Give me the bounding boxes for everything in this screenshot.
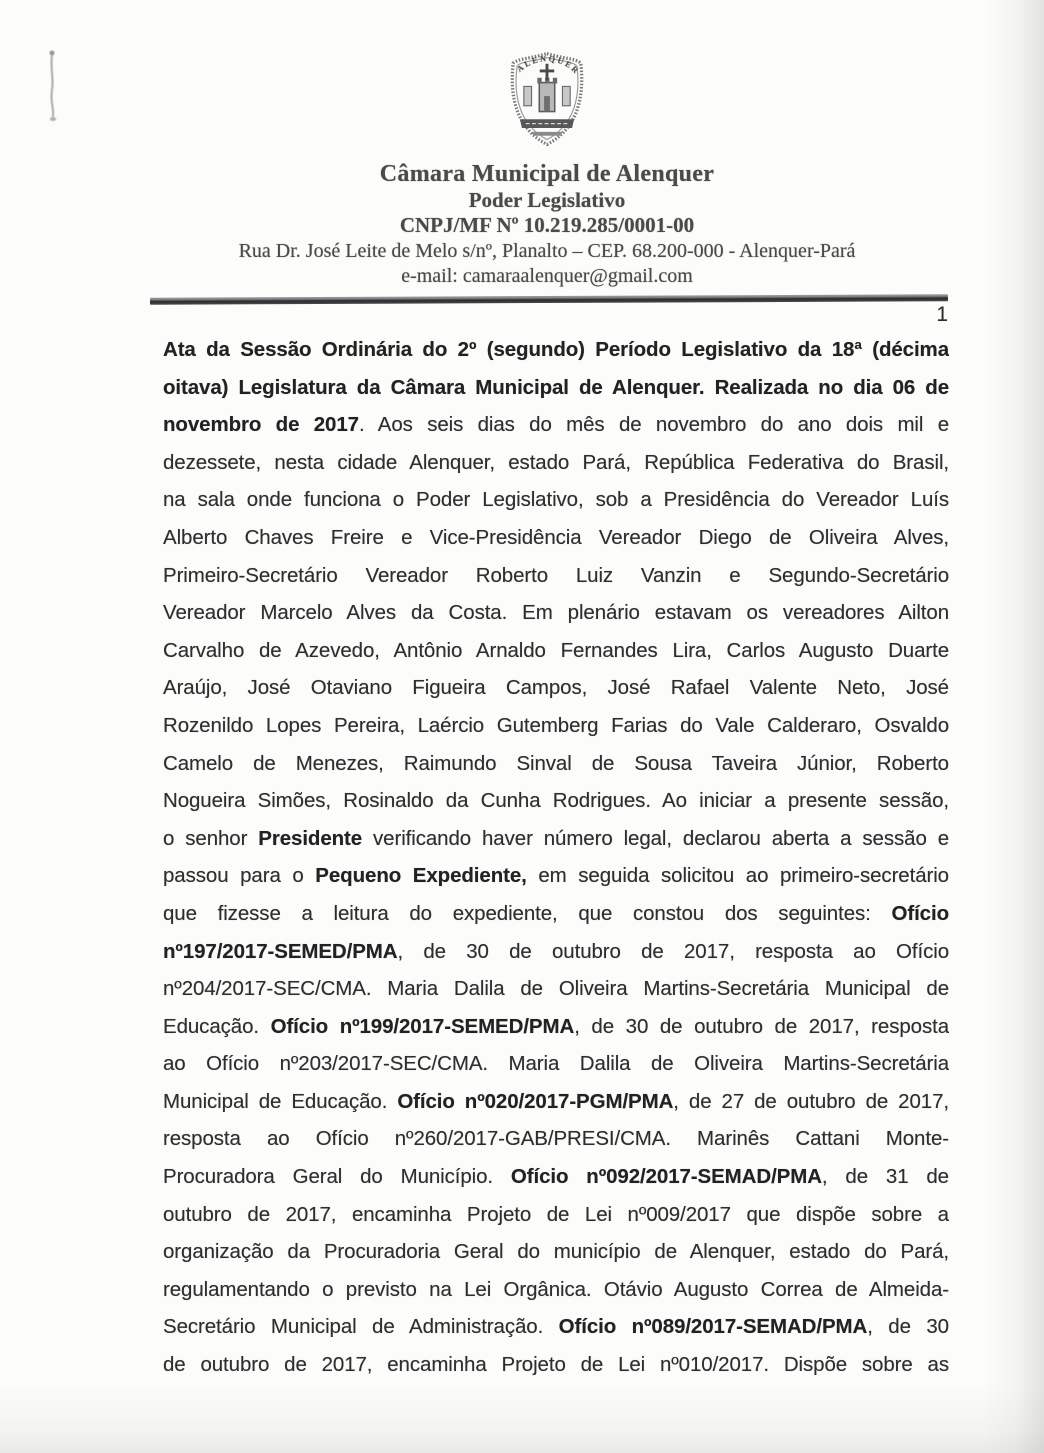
document-text: passou para o	[163, 864, 316, 888]
document-text: Alberto Chaves Freire e Vice-Presidência Vereador Diego de Oliveira Alves,	[163, 525, 949, 549]
document-text-bold: oitava) Legislatura da Câmara Municipal de Alenquer. Realizada no dia 06 de	[163, 375, 949, 399]
document-text: Rozenildo Lopes Pereira, Laércio Gutemberg Farias do Vale Calderaro, Osvaldo	[163, 713, 949, 737]
document-text: regulamentando o previsto na Lei Orgânica. Otávio Augusto Correa de Almeida-	[163, 1277, 949, 1301]
document-text: que fizesse a leitura do expediente, que constou dos seguintes:	[163, 901, 892, 925]
document-line	[163, 632, 949, 670]
document-text: dezessete, nesta cidade Alenquer, estado Pará, República Federativa do Brasil,	[163, 450, 949, 474]
document-text-bold: nº197/2017-SEMED/PMA	[163, 939, 398, 963]
document-text: organização da Procuradoria Geral do município de Alenquer, estado do Pará,	[163, 1240, 949, 1264]
document-line	[163, 1233, 949, 1271]
document-line	[163, 1045, 949, 1083]
document-line	[163, 1120, 949, 1158]
document-text-bold: Ofício	[891, 901, 949, 925]
document-line	[163, 933, 949, 971]
document-text: Araújo, José Otaviano Figueira Campos, José Rafael Valente Neto, José	[163, 676, 949, 700]
document-text-bold: Presidente	[258, 826, 363, 850]
document-text: Educação.	[163, 1014, 271, 1038]
address-line: Rua Dr. José Leite de Melo s/nº, Planalto – CEP. 68.200-000 - Alenquer-Pará	[238, 240, 856, 262]
document-text: Procuradora Geral do Município.	[163, 1165, 511, 1189]
document-text: outubro de 2017, encaminha Projeto de Lei nº009/2017 que dispõe sobre a	[163, 1202, 949, 1226]
document-text: , de 27 de outubro de 2017,	[673, 1089, 949, 1113]
document-line	[163, 481, 949, 519]
cnpj-line: CNPJ/MF Nº 10.219.285/0001-00	[399, 213, 695, 237]
document-line	[163, 782, 949, 820]
document-text: nº204/2017-SEC/CMA. Maria Dalila de Oliveira Martins-Secretária Municipal de	[163, 977, 949, 1001]
document-line	[163, 857, 949, 895]
organization-name: Câmara Municipal de Alenquer	[379, 161, 715, 187]
document-line	[163, 1308, 949, 1346]
document-text: Carvalho de Azevedo, Antônio Arnaldo Fernandes Lira, Carlos Augusto Duarte	[163, 638, 949, 662]
document-text: Primeiro-Secretário Vereador Roberto Luiz Vanzin e Segundo-Secretário	[163, 563, 949, 587]
document-text-bold: Ata da Sessão Ordinária do 2º (segundo) Período Legislativo da 18ª (décima	[163, 338, 949, 361]
document-text: Vereador Marcelo Alves da Costa. Em plenário estavam os vereadores Ailton	[163, 601, 949, 625]
document-text-bold: Pequeno Expediente,	[315, 864, 527, 888]
document-line	[163, 444, 949, 482]
document-text-bold: Ofício nº089/2017-SEMAD/PMA	[558, 1315, 868, 1339]
document-line	[163, 1196, 949, 1234]
document-line	[163, 331, 949, 369]
document-text: Nogueira Simões, Rosinaldo da Cunha Rodrigues. Ao iniciar a presente sessão,	[163, 789, 949, 813]
document-text: . Aos seis dias do mês de novembro do ano dois mil e	[358, 413, 949, 437]
document-line	[163, 895, 949, 933]
document-text: Municipal de Educação.	[163, 1089, 398, 1113]
document-text: ao Ofício nº203/2017-SEC/CMA. Maria Dalila de Oliveira Martins-Secretária	[163, 1052, 949, 1076]
document-text: , de 30	[867, 1315, 949, 1339]
document-text: resposta ao Ofício nº260/2017-GAB/PRESI/CMA. Marinês Cattani Monte-	[163, 1127, 949, 1151]
email-line: e-mail: camaraalenquer@gmail.com	[401, 265, 693, 287]
letterhead	[25, 0, 1044, 289]
document-text: , de 30 de outubro de 2017, resposta ao Ofício	[397, 939, 949, 963]
document-line	[163, 1083, 949, 1121]
document-text-bold: Ofício nº092/2017-SEMAD/PMA	[510, 1165, 822, 1189]
document-text: na sala onde funciona o Poder Legislativo, sob a Presidência do Vereador Luís	[163, 488, 949, 512]
document-line	[163, 406, 949, 444]
coat-of-arms-icon	[489, 42, 605, 156]
document-text: em seguida solicitou ao primeiro-secretário	[526, 864, 949, 888]
document-text: , de 31 de	[821, 1165, 949, 1189]
document-line	[163, 1346, 949, 1384]
document-text: de outubro de 2017, encaminha Projeto de Lei nº010/2017. Dispõe sobre as	[163, 1353, 949, 1377]
document-text: Camelo de Menezes, Raimundo Sinval de Sousa Taveira Júnior, Roberto	[163, 751, 949, 775]
document-text-bold: Ofício nº020/2017-PGM/PMA	[397, 1089, 674, 1113]
svg-text:ALENQUER: ALENQUER	[515, 54, 582, 77]
document-line	[163, 669, 949, 707]
document-line	[163, 369, 949, 407]
document-line	[163, 970, 949, 1008]
document-text: o senhor	[163, 826, 259, 850]
branch-name: Poder Legislativo	[468, 188, 626, 212]
document-line	[163, 557, 949, 595]
document-text: verificando haver número legal, declarou aberta a sessão e	[362, 826, 949, 850]
document-line	[163, 594, 949, 632]
document-line	[163, 820, 949, 858]
header-divider	[150, 294, 948, 304]
document-line	[163, 745, 949, 783]
document-line	[163, 1008, 949, 1046]
document-text: , de 30 de outubro de 2017, resposta	[574, 1014, 949, 1038]
document-line	[163, 707, 949, 745]
scan-edge-shadow-bottom	[0, 1383, 1044, 1453]
document-line	[163, 519, 949, 557]
document-line	[163, 1271, 949, 1309]
document-text: Secretário Municipal de Administração.	[163, 1315, 559, 1339]
document-line	[163, 1158, 949, 1196]
document-text-bold: Ofício nº199/2017-SEMED/PMA	[270, 1014, 575, 1038]
document-text-bold: novembro de 2017	[163, 413, 359, 437]
document-body	[163, 331, 949, 1384]
page-number: 1	[936, 303, 948, 326]
